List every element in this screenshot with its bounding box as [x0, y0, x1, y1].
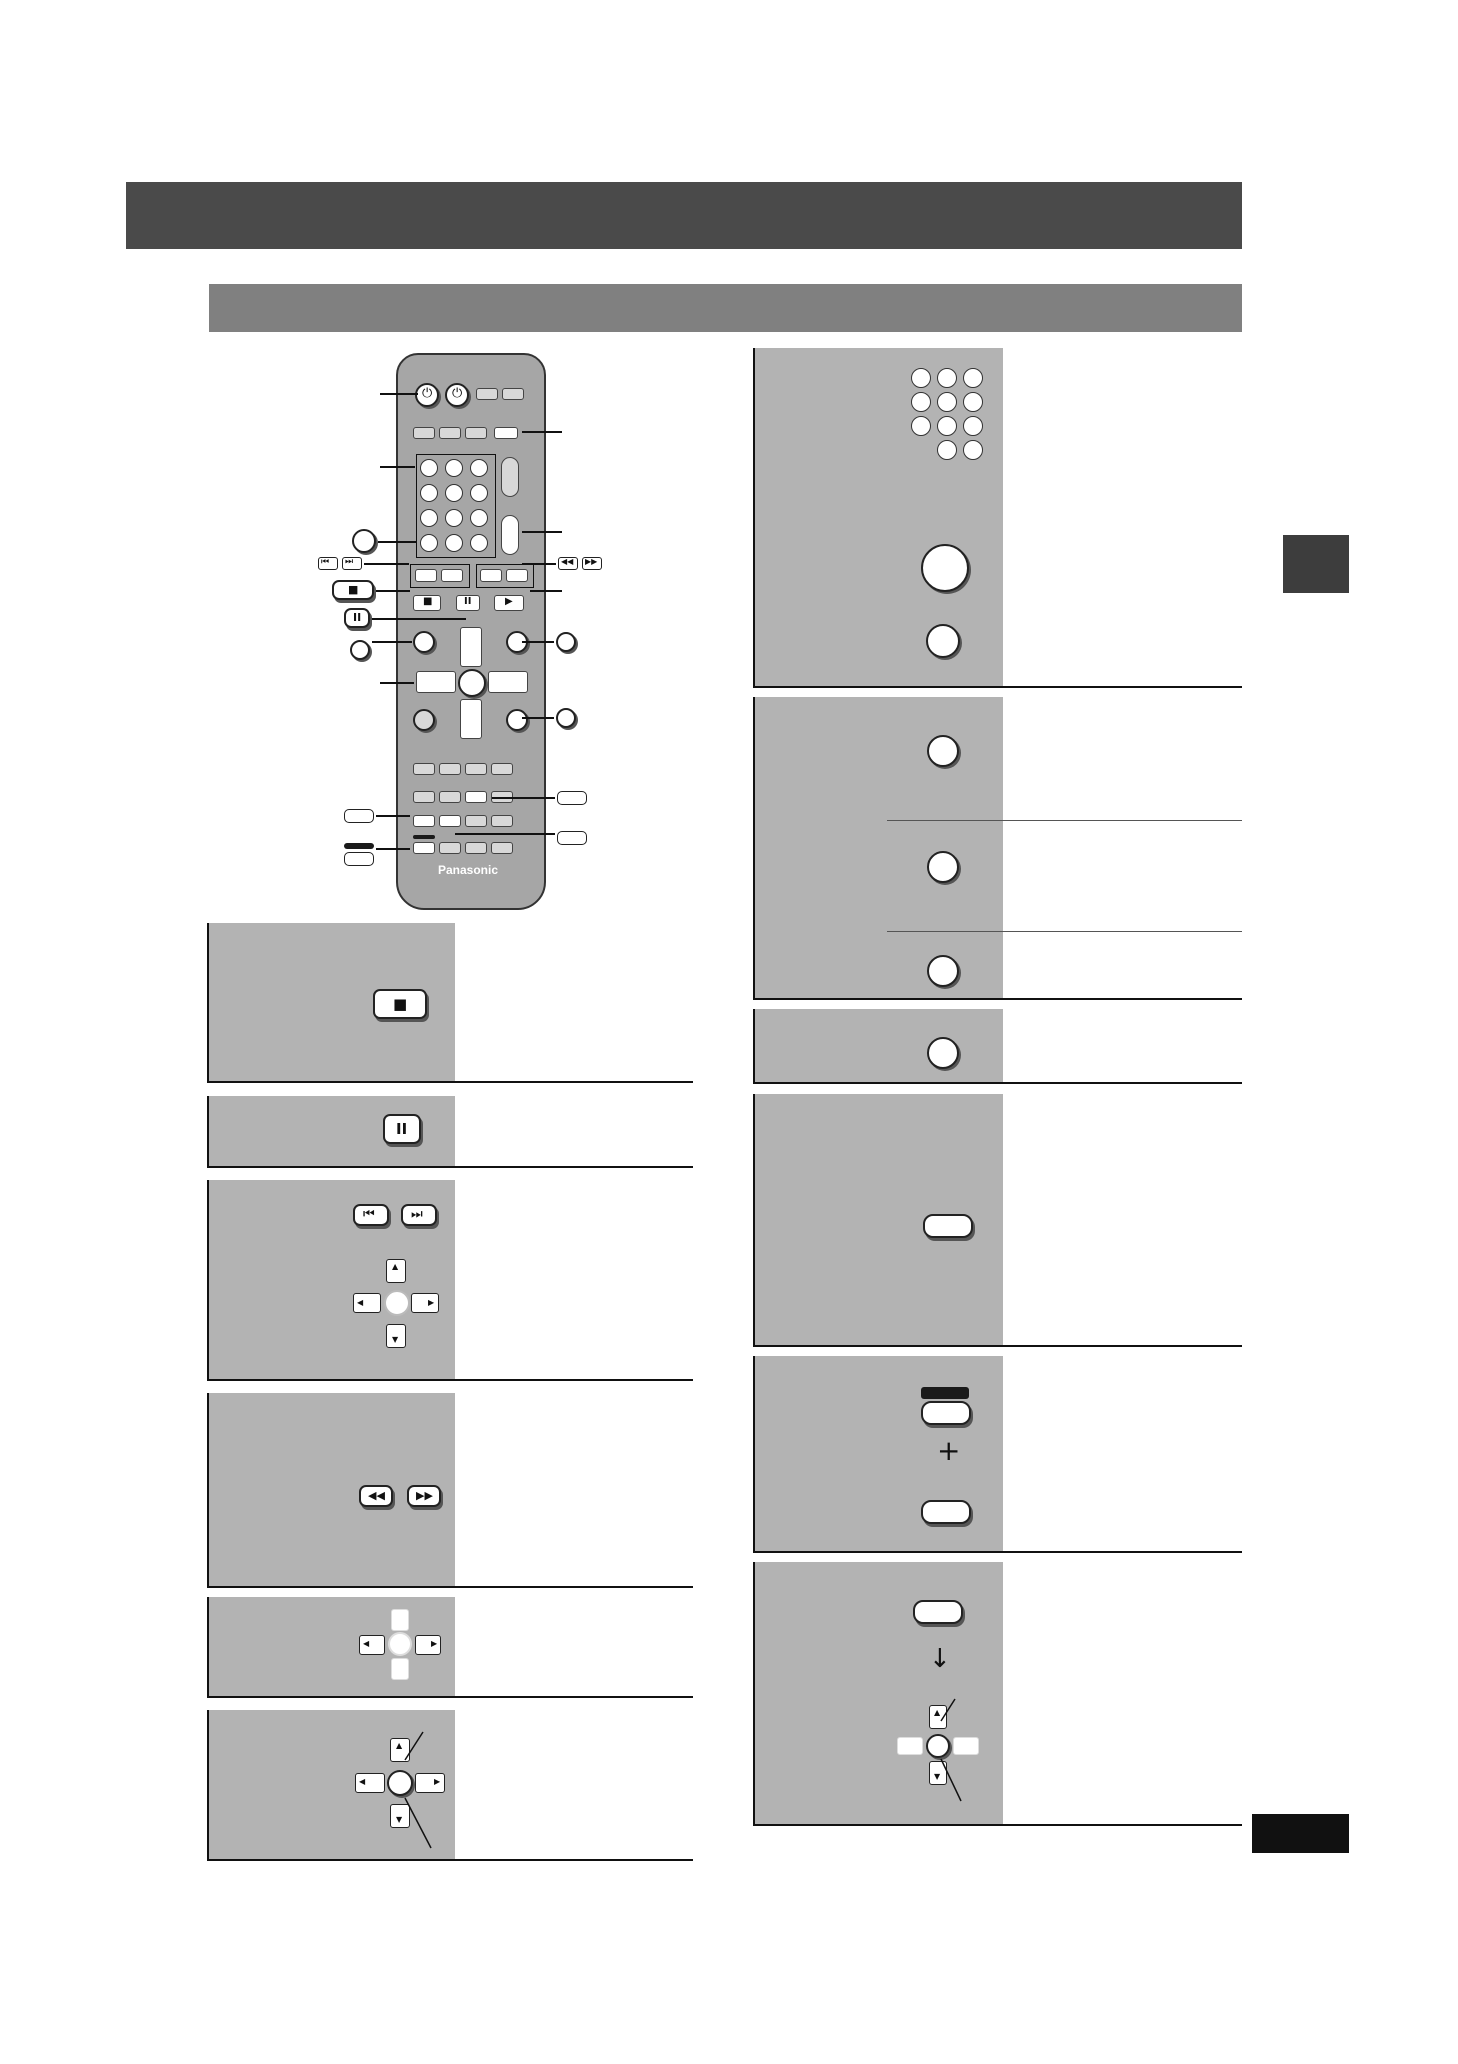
fast-forward-icon: ▶▶	[582, 557, 602, 570]
remote-key	[413, 791, 435, 803]
rect-button-icon	[923, 1214, 973, 1238]
remote-key-highlight	[439, 815, 461, 827]
shift-button-icon	[921, 1401, 971, 1425]
panel-round-buttons	[753, 697, 1242, 1000]
shift-label-bar	[413, 835, 435, 839]
panel-shade	[753, 697, 1003, 998]
callout-button	[344, 852, 374, 866]
pointer-lines	[939, 1697, 969, 1807]
callout-line	[522, 717, 554, 719]
callout-circle	[556, 708, 576, 728]
skip-back-icon: ⏮	[318, 557, 338, 570]
number-key-icon	[937, 416, 957, 436]
remote-key	[502, 388, 524, 400]
right-arrow-icon: ▶	[415, 1773, 445, 1793]
callout-line	[364, 563, 409, 565]
power-av-button-icon: ⏻	[445, 383, 469, 407]
up-arrow-icon: ▲	[386, 1259, 406, 1283]
panel-sequence	[753, 1562, 1242, 1826]
left-arrow-icon: ◀	[355, 1773, 385, 1793]
callout-line	[380, 466, 415, 468]
callout-line	[376, 848, 410, 850]
round-button-icon	[927, 1037, 959, 1069]
large-round-button-icon	[921, 544, 969, 592]
remote-key	[465, 763, 487, 775]
rect-button-icon	[913, 1600, 963, 1624]
enter-icon	[384, 1290, 410, 1316]
panel-skip	[207, 1180, 693, 1381]
down-arrow-icon	[391, 1658, 409, 1680]
callout-circle	[350, 640, 370, 660]
number-key-icon	[963, 368, 983, 388]
number-key-icon	[963, 392, 983, 412]
callout-line	[455, 833, 555, 835]
callout-line	[492, 797, 555, 799]
divider	[887, 931, 1242, 932]
remote-key	[439, 842, 461, 854]
callout-line	[522, 531, 562, 533]
right-arrow-icon: ▶	[415, 1635, 441, 1655]
remote-down	[460, 699, 482, 739]
panel-pause	[207, 1096, 693, 1168]
remote-key-highlight	[413, 815, 435, 827]
volume-rocker	[501, 515, 519, 555]
callout-line	[522, 641, 554, 643]
skip-forward-button-icon: ⏭	[401, 1204, 437, 1226]
remote-left	[416, 671, 456, 693]
callout-line	[380, 393, 418, 395]
number-key-icon	[911, 392, 931, 412]
search-keys-outline	[476, 564, 534, 588]
remote-round-key	[506, 709, 528, 731]
down-arrow-icon: ▼	[929, 1761, 947, 1785]
shift-label-bar	[344, 843, 374, 849]
plus-sign: +	[937, 1434, 961, 1467]
stop-button-icon: ■	[373, 989, 427, 1019]
remote-key-highlight	[413, 842, 435, 854]
panel-shade	[753, 1009, 1003, 1082]
page-number-tab	[1252, 1814, 1349, 1853]
remote-key	[491, 763, 513, 775]
right-arrow-icon: ▶	[411, 1293, 439, 1313]
round-button-icon	[927, 851, 959, 883]
remote-key	[491, 842, 513, 854]
chapter-tab	[1283, 535, 1349, 593]
panel-rect-button	[753, 1094, 1242, 1347]
enter-icon	[388, 1632, 412, 1656]
remote-key	[465, 427, 487, 439]
panel-shift-combo	[753, 1356, 1242, 1553]
number-key-icon	[911, 368, 931, 388]
remote-key	[476, 388, 498, 400]
panel-search	[207, 1393, 693, 1588]
down-arrow-sequence: ↓	[929, 1644, 951, 1674]
remote-round-key	[413, 631, 435, 653]
shift-label-bar	[921, 1387, 969, 1399]
section-bar	[209, 284, 1242, 332]
rewind-icon: ◀◀	[558, 557, 578, 570]
remote-pause: II	[456, 595, 480, 611]
skip-back-button-icon: ⏮	[353, 1204, 389, 1226]
pause-button-icon: II	[383, 1114, 421, 1144]
remote-key	[439, 427, 461, 439]
callout-line	[380, 682, 414, 684]
remote-right	[488, 671, 528, 693]
round-button-icon	[927, 735, 959, 767]
number-key-icon	[937, 368, 957, 388]
fast-forward-button-icon: ▶▶	[407, 1485, 441, 1507]
up-arrow-icon: ▲	[929, 1705, 947, 1729]
remote-key	[491, 815, 513, 827]
up-arrow-icon	[391, 1609, 409, 1631]
callout-line	[522, 431, 562, 433]
panel-number-keys	[753, 348, 1242, 688]
panel-navigate-lr	[207, 1597, 693, 1698]
remote-stop: ■	[413, 595, 441, 611]
remote-control-illustration	[396, 353, 546, 910]
panel-single-round	[753, 1009, 1242, 1084]
callout-line	[530, 590, 562, 592]
panel-stop	[207, 923, 693, 1083]
number-key-icon	[963, 440, 983, 460]
callout-line	[378, 541, 416, 543]
stop-icon: ■	[332, 580, 374, 600]
callout-line	[376, 815, 410, 817]
brand-logo: Panasonic	[438, 863, 499, 877]
round-button-icon	[926, 624, 960, 658]
callout-button	[557, 791, 587, 805]
rect-button-icon	[921, 1500, 971, 1524]
up-arrow-icon: ▲	[390, 1738, 410, 1762]
remote-round-key	[413, 709, 435, 731]
down-arrow-icon: ▼	[390, 1804, 410, 1828]
number-keys-outline	[416, 454, 496, 558]
rewind-button-icon: ◀◀	[359, 1485, 393, 1507]
pointer-lines	[403, 1730, 433, 1850]
left-arrow-icon: ◀	[353, 1293, 381, 1313]
callout-button	[557, 831, 587, 845]
remote-key-highlight	[494, 427, 518, 439]
number-key-icon	[937, 392, 957, 412]
remote-key	[413, 427, 435, 439]
callout-circle	[556, 632, 576, 652]
channel-rocker	[501, 457, 519, 497]
left-arrow-icon	[897, 1737, 923, 1755]
remote-key-highlight	[465, 791, 487, 803]
remote-key	[413, 763, 435, 775]
remote-key	[465, 842, 487, 854]
callout-line	[372, 641, 412, 643]
callout-line	[372, 618, 466, 620]
number-key-icon	[937, 440, 957, 460]
skip-forward-icon: ⏭	[342, 557, 362, 570]
remote-play: ▶	[494, 595, 524, 611]
skip-keys-outline	[410, 564, 470, 588]
remote-enter	[458, 669, 486, 697]
power-button-icon: ⏻	[415, 383, 439, 407]
callout-button	[344, 809, 374, 823]
pause-icon: II	[344, 608, 370, 628]
panel-navigate-select	[207, 1710, 693, 1861]
number-key-icon	[911, 416, 931, 436]
number-key-icon	[963, 416, 983, 436]
remote-key	[439, 763, 461, 775]
left-arrow-icon: ◀	[359, 1635, 385, 1655]
down-arrow-icon: ▼	[386, 1324, 406, 1348]
divider	[887, 820, 1242, 821]
header-bar	[126, 182, 1242, 249]
round-button-icon	[927, 955, 959, 987]
callout-line	[522, 563, 556, 565]
remote-up	[460, 627, 482, 667]
remote-key	[465, 815, 487, 827]
callout-line	[376, 590, 410, 592]
remote-key	[439, 791, 461, 803]
callout-circle	[352, 529, 376, 553]
